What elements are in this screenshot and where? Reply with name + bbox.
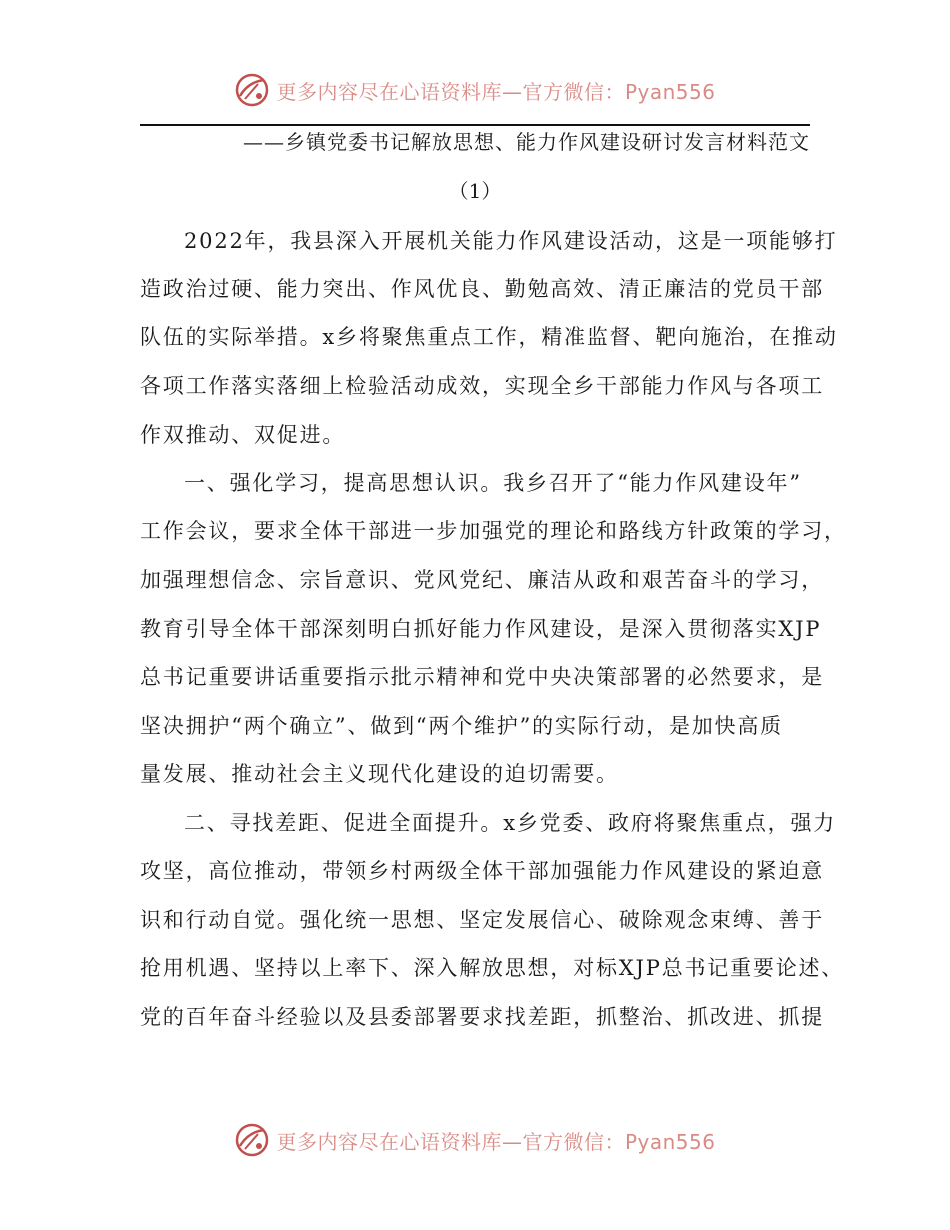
body-line: 加强理想信念、宗旨意识、党风党纪、廉洁从政和艰苦奋斗的学习， xyxy=(140,568,824,592)
body-line: 作双推动、双促进。 xyxy=(140,423,346,447)
body-line: 一、强化学习，提高思想认识。我乡召开了“能力作风建设年” xyxy=(184,471,802,495)
body-line: 识和行动自觉。强化统一思想、坚定发展信心、破除观念束缚、善于 xyxy=(140,908,824,932)
body-line: 坚决拥护“两个确立”、做到“两个维护”的实际行动，是加快高质 xyxy=(140,714,783,738)
body-line: 抢用机遇、坚持以上率下、深入解放思想，对标XJP总书记重要论述、 xyxy=(140,956,845,980)
brand-logo-icon xyxy=(234,72,270,108)
body-line: 总书记重要讲话重要指示批示精神和党中央决策部署的必然要求，是 xyxy=(140,665,824,689)
footer-watermark-banner xyxy=(0,1120,950,1160)
body-line: 量发展、推动社会主义现代化建设的迫切需要。 xyxy=(140,762,619,786)
header-rule xyxy=(140,124,810,126)
body-line: 工作会议，要求全体干部进一步加强党的理论和路线方针政策的学习， xyxy=(140,519,847,543)
header-banner-text: 更多内容尽在心语资料库—官方微信：Pyan556 xyxy=(276,79,716,104)
body-line: 队伍的实际举措。x乡将聚焦重点工作，精准监督、靶向施治，在推动 xyxy=(140,325,838,349)
body-line: 二、寻找差距、促进全面提升。x乡党委、政府将聚焦重点，强力 xyxy=(184,811,837,835)
brand-logo-icon xyxy=(234,1122,270,1158)
header-watermark-banner xyxy=(0,70,950,110)
footer-banner-text: 更多内容尽在心语资料库—官方微信：Pyan556 xyxy=(276,1129,716,1154)
body-line: 攻坚，高位推动，带领乡村两级全体干部加强能力作风建设的紧迫意 xyxy=(140,859,824,883)
section-number: （1） xyxy=(448,179,502,203)
body-line: 各项工作落实落细上检验活动成效，实现全乡干部能力作风与各项工 xyxy=(140,374,824,398)
body-line: 造政治过硬、能力突出、作风优良、勤勉高效、清正廉洁的党员干部 xyxy=(140,277,824,301)
body-line: 党的百年奋斗经验以及县委部署要求找差距，抓整治、抓改进、抓提 xyxy=(140,1005,824,1029)
body-line: 2022年，我县深入开展机关能力作风建设活动，这是一项能够打 xyxy=(184,229,838,253)
document-subtitle: ——乡镇党委书记解放思想、能力作风建设研讨发言材料范文 xyxy=(243,130,810,154)
body-line: 教育引导全体干部深刻明白抓好能力作风建设，是深入贯彻落实XJP xyxy=(140,617,822,641)
